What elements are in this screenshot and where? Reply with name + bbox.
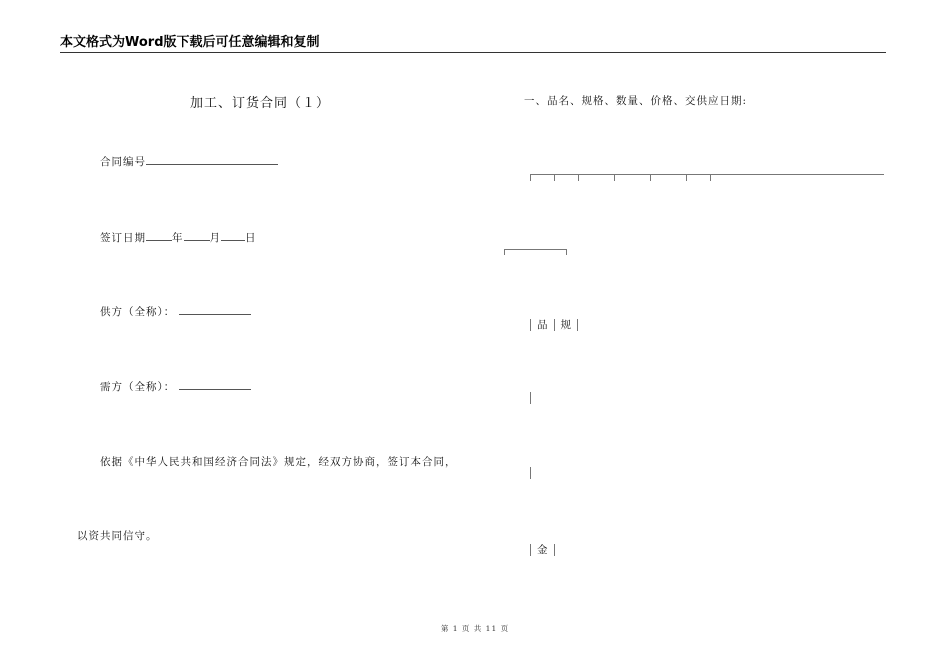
- section-title: 一、品名、规格、数量、价格、交供应日期:: [524, 95, 748, 107]
- table-row-pin-gui: [524, 317, 584, 332]
- buyer-line: [100, 379, 251, 394]
- contract-number-label: 合同编号: [100, 156, 146, 168]
- contract-title: 加工、订货合同（１）: [190, 96, 331, 111]
- table-row-jin: [524, 542, 561, 557]
- supplier-label: 供方（全称）：: [100, 306, 176, 318]
- table-tick: [566, 249, 567, 255]
- table-border-fragment: [530, 467, 531, 479]
- day-blank: [221, 230, 245, 241]
- table-tick: [614, 174, 615, 181]
- buyer-label: 需方（全称）：: [100, 381, 176, 393]
- cell-pin: 品: [537, 319, 548, 331]
- table-fragment-rule: [504, 249, 566, 250]
- basis-paragraph: 依据《中华人民共和国经济合同法》规定，经双方协商，签订本合同，: [100, 456, 457, 468]
- table-tick: [530, 174, 531, 181]
- basis-paragraph-continued: 以资共同信守。: [77, 530, 158, 542]
- table-tick: [504, 249, 505, 255]
- month-label: 月: [209, 232, 221, 244]
- page-footer: 第 1 页 共 11 页: [440, 624, 510, 633]
- table-tick: [578, 174, 579, 181]
- document-header: 本文格式为Word版下载后可任意编辑和复制: [60, 35, 320, 50]
- supplier-line: [100, 304, 251, 319]
- contract-number-line: [100, 154, 278, 169]
- table-tick: [554, 174, 555, 181]
- supplier-blank: [179, 304, 251, 315]
- table-top-rule: [530, 174, 884, 175]
- sign-date-label: 签订日期: [100, 232, 146, 244]
- cell-border: [554, 544, 555, 556]
- year-blank: [146, 230, 172, 241]
- contract-number-blank: [146, 154, 278, 165]
- year-label: 年: [172, 232, 184, 244]
- sign-date-line: [100, 230, 257, 245]
- month-blank: [184, 230, 210, 241]
- cell-border: [577, 319, 578, 331]
- cell-border: [530, 319, 531, 331]
- table-tick: [710, 174, 711, 181]
- day-label: 日: [245, 232, 257, 244]
- buyer-blank: [179, 379, 251, 390]
- table-tick: [686, 174, 687, 181]
- table-tick: [650, 174, 651, 181]
- cell-border: [530, 544, 531, 556]
- header-divider: [60, 52, 886, 53]
- cell-jin: 金: [537, 544, 548, 556]
- cell-border: [554, 319, 555, 331]
- cell-gui: 规: [560, 319, 571, 331]
- table-border-fragment: [530, 392, 531, 404]
